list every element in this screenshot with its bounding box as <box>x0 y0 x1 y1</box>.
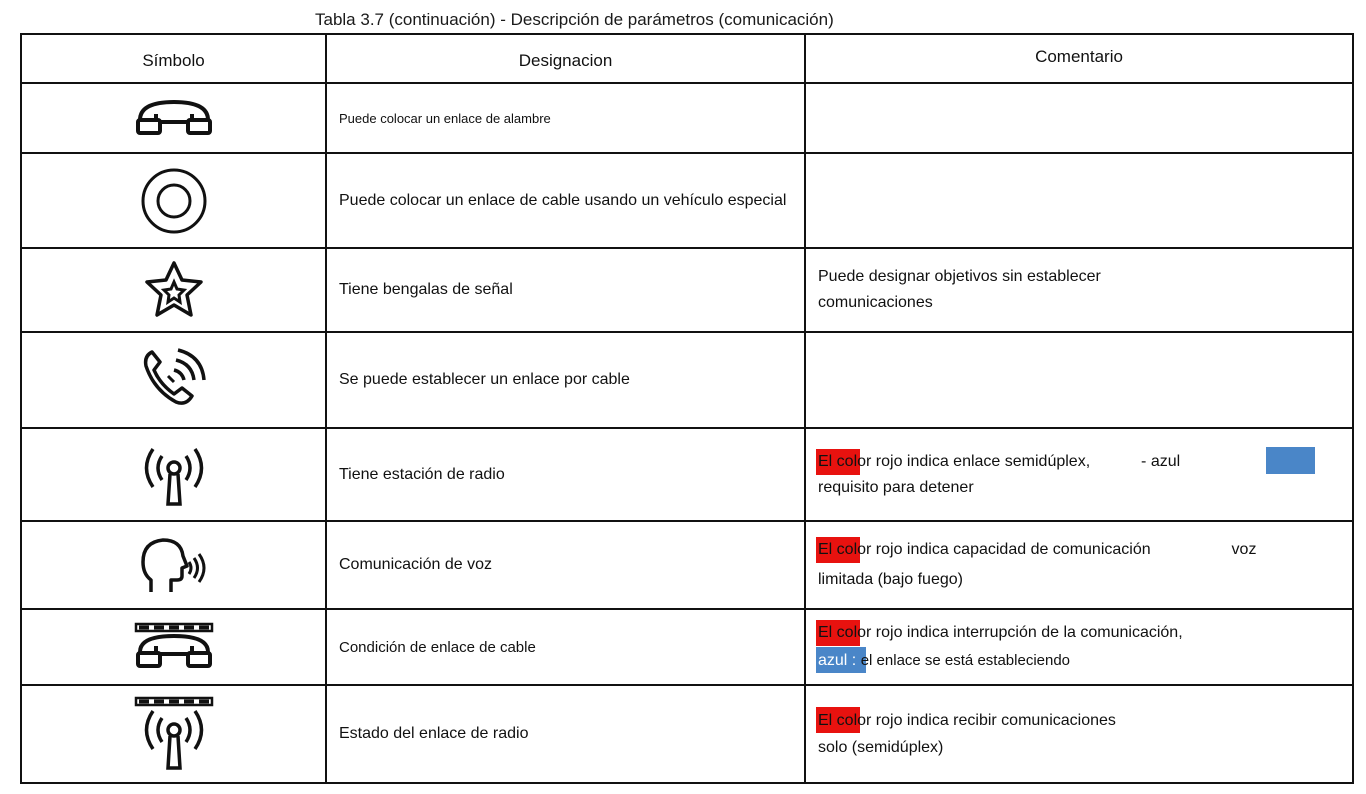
comment-cell <box>805 685 1353 783</box>
comment-cell <box>805 521 1353 609</box>
cable-vehicle-ring-icon <box>139 166 209 236</box>
radio-station-icon <box>138 442 210 508</box>
comment-cell <box>805 332 1353 428</box>
symbol-cell <box>21 248 326 332</box>
comment-text: El color rojo indica capacidad de comunicación <box>818 540 1151 558</box>
header-designation: Designacion <box>326 34 805 83</box>
designation-cell: Estado del enlace de radio <box>326 685 805 783</box>
table-row <box>21 428 1353 521</box>
designation-cell: Comunicación de voz <box>326 521 805 609</box>
symbol-cell <box>21 685 326 783</box>
comment-cell <box>805 609 1353 685</box>
symbol-cell <box>21 609 326 685</box>
comment-text: voz <box>1231 540 1257 558</box>
comment-line: comunicaciones <box>818 294 933 311</box>
designation-cell: Tiene estación de radio <box>326 428 805 521</box>
blue-swatch <box>1266 447 1315 474</box>
table-row <box>21 521 1353 609</box>
comment-line <box>818 449 1352 475</box>
header-symbol: Símbolo <box>21 34 326 83</box>
comment-text: El color rojo indica enlace semidúplex, <box>818 452 1091 470</box>
designation-cell: Tiene bengalas de señal <box>326 248 805 332</box>
radio-link-status-icon <box>133 696 215 772</box>
symbol-cell <box>21 153 326 248</box>
symbol-cell <box>21 332 326 428</box>
comment-text: el enlace se está estableciendo <box>860 652 1071 669</box>
table-caption: Tabla 3.7 (continuación) - Descripción de parámetros (comunicación) <box>315 10 834 29</box>
comment-line <box>818 535 1352 565</box>
comment-line: solo (semidúplex) <box>818 739 944 756</box>
comment-cell <box>805 248 1353 332</box>
parameters-table <box>20 33 1354 784</box>
table-row <box>21 332 1353 428</box>
comment-line: requisito para detener <box>818 478 974 496</box>
table-row <box>21 609 1353 685</box>
wire-link-phone-icon <box>134 96 214 140</box>
symbol-cell <box>21 428 326 521</box>
symbol-cell <box>21 83 326 153</box>
designation-cell: Puede colocar un enlace de cable usando un vehículo especial <box>326 153 805 248</box>
comment-line: Puede designar objetivos sin establecer <box>818 268 1101 286</box>
comment-text: azul : <box>818 652 857 669</box>
designation-cell: Se puede establecer un enlace por cable <box>326 332 805 428</box>
table-row <box>21 83 1353 153</box>
comment-line: limitada (bajo fuego) <box>818 571 963 588</box>
comment-line <box>818 619 1352 647</box>
designation-cell: Condición de enlace de cable <box>326 609 805 685</box>
comment-text: El color rojo indica interrupción de la comunicación, <box>818 624 1183 641</box>
symbol-cell <box>21 521 326 609</box>
table-row <box>21 685 1353 783</box>
table-row <box>21 248 1353 332</box>
comment-cell <box>805 428 1353 521</box>
header-comment: Comentario <box>805 34 1353 83</box>
comment-cell <box>805 83 1353 153</box>
cable-link-status-icon <box>133 622 215 672</box>
comment-text: El color rojo indica recibir comunicaciones <box>818 711 1116 729</box>
voice-communication-head-icon <box>139 534 209 596</box>
comment-cell <box>805 153 1353 248</box>
designation-cell: Puede colocar un enlace de alambre <box>326 83 805 153</box>
comment-line <box>818 707 1352 734</box>
comment-line <box>818 647 1352 675</box>
signal-flare-star-icon <box>142 260 206 320</box>
table-row <box>21 153 1353 248</box>
table-header-row <box>21 34 1353 83</box>
cable-link-phone-waves-icon <box>138 344 210 416</box>
comment-text: - azul <box>1141 452 1181 470</box>
